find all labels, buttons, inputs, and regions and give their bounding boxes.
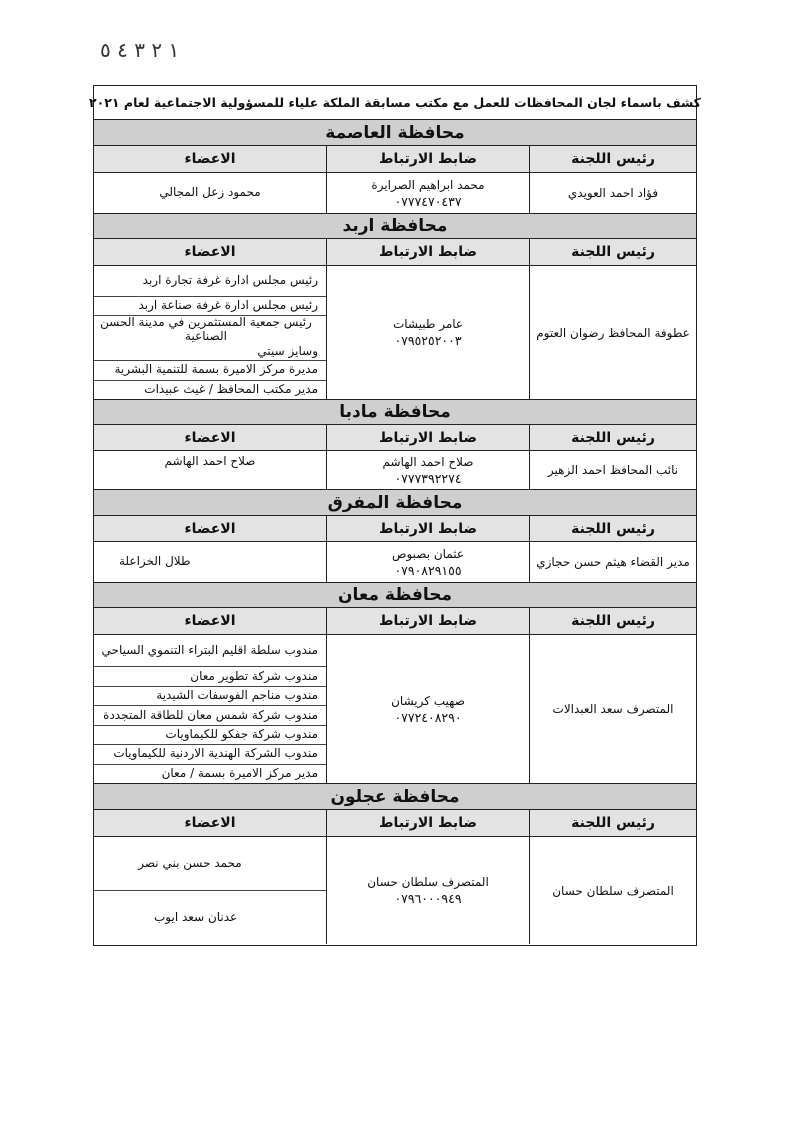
member-item: عدنان سعد ايوب [154,909,238,924]
liaison-name: صلاح احمد الهاشم [382,454,474,469]
header-chair: رئيس اللجنة [529,239,696,265]
members-cell [94,542,326,582]
header-members: الاعضاء [184,520,236,537]
liaison-cell [326,266,529,399]
section-heading-madaba: محافظة مادبا [94,399,696,425]
liaison-name: محمد ابراهيم الصرايرة [371,177,485,192]
liaison-name: المتصرف سلطان حسان [367,875,489,889]
member-item: طلال الخزاعلة [119,554,191,569]
section-heading-maan: محافظة معان [94,582,696,608]
member-item: مدير مكتب المحافظ / غيث عبيدات [144,381,318,396]
member-item: مندوب مناجم الفوسفات الشيدية [94,687,326,706]
chair-cell [529,173,696,213]
liaison-cell [326,173,529,213]
chair-cell [529,451,696,489]
header-row [94,810,696,837]
member-item: مندوب شركة جفكو للكيماويات [94,726,326,745]
header-row [94,608,696,635]
chair-cell [529,266,696,399]
header-members: الاعضاء [184,151,236,167]
section-heading-mafraq: محافظة المفرق [94,489,696,516]
chair-cell [529,542,696,582]
page-title: كشف باسماء لجان المحافظات للعمل مع مكتب مسابقة الملكة علياء للمسؤولية الاجتماعية لعام ٢٠٢١ [89,95,701,110]
table-row [94,451,696,489]
header-row [94,425,696,451]
header-members: الاعضاء [184,613,236,629]
member-item: محمد حسن بني نصر [94,837,326,891]
header-members: الاعضاء [184,429,236,446]
header-members: الاعضاء [184,244,236,260]
liaison-phone: ٠٧٧٧٣٩٢٢٧٤ [394,470,462,486]
header-members: الاعضاء [184,815,236,831]
members-cell [94,173,326,213]
header-liaison: ضابط الارتباط [326,425,529,450]
table-row [94,266,696,399]
header-chair: رئيس اللجنة [529,810,696,836]
members-cell [94,635,326,783]
header-chair: رئيس اللجنة [529,146,696,172]
section-heading-ajloun: محافظة عجلون [94,783,696,810]
header-liaison: ضابط الارتباط [326,608,529,634]
member-item: وسايز سيتي [94,344,326,362]
member-item: مندوب شركة شمس معان للطاقة المتجددة [94,706,326,725]
liaison-phone: ٠٧٩٠٨٢٩١٥٥ [394,562,462,578]
header-liaison: ضابط الارتباط [326,239,529,265]
table-row [94,837,696,944]
liaison-phone: ٠٧٩٥٢٥٢٠٠٣ [394,333,462,348]
chair-name: المتصرف سعد العبدالات [552,702,674,716]
header-row [94,146,696,173]
member-item: مندوب الشركة الهندية الاردنية للكيماويات [94,745,326,764]
corner-marks: ١ ٢ ٣ ٤ ٥ [100,38,180,62]
member-item: مندوب سلطة اقليم البتراء التنموي السياحي [94,635,326,667]
committees-table [89,85,701,946]
header-chair: رئيس اللجنة [529,425,696,450]
members-cell [94,451,326,489]
member-item: رئيس جمعية المستثمرين في مدينة الحسن الصناعية [100,314,312,343]
member-item: مندوب شركة تطوير معان [94,667,326,686]
chair-cell [529,837,696,944]
section-heading-irbid: محافظة اربد [94,213,696,239]
member-item: محمود زعل المجالي [159,185,261,200]
header-chair: رئيس اللجنة [529,516,696,541]
header-chair: رئيس اللجنة [529,608,696,634]
chair-cell [529,635,696,783]
liaison-name: عامر طبيشات [392,317,464,331]
member-item: مديرة مركز الاميرة بسمة للتنمية البشرية [94,361,326,380]
table-row [94,635,696,783]
chair-name: مدير القضاء هيثم حسن حجازي [536,555,690,569]
liaison-name: صهيب كريشان [391,693,465,708]
chair-name: المتصرف سلطان حسان [552,883,674,898]
liaison-cell [326,542,529,582]
section-heading-capital: محافظة العاصمة [94,119,696,146]
table-row [94,173,696,213]
chair-name: فؤاد احمد العويدي [567,186,659,200]
header-liaison: ضابط الارتباط [326,516,529,541]
liaison-phone: ٠٧٧٢٤٠٨٢٩٠ [394,709,462,725]
liaison-phone: ٠٧٩٦٠٠٠٩٤٩ [394,891,462,906]
header-row [94,239,696,266]
member-item: صلاح احمد الهاشم [164,454,256,468]
liaison-name: عثمان بصبوص [391,546,465,561]
table-row [94,542,696,582]
member-item: مدير مركز الاميرة بسمة / معان [161,765,318,780]
members-cell [94,266,326,399]
liaison-cell [326,451,529,489]
member-item: رئيس مجلس ادارة غرفة تجارة اربد [94,266,326,297]
header-liaison: ضابط الارتباط [326,810,529,836]
members-cell [94,837,326,944]
liaison-cell [326,837,529,944]
chair-name: نائب المحافظ احمد الزهير [547,463,679,477]
chair-name: عطوفة المحافظ رضوان العتوم [536,325,690,340]
member-item: رئيس مجلس ادارة غرفة صناعة اربد [94,297,326,316]
header-liaison: ضابط الارتباط [326,146,529,172]
liaison-phone: ٠٧٧٧٤٧٠٤٣٧ [394,193,462,209]
header-row [94,516,696,542]
liaison-cell [326,635,529,783]
